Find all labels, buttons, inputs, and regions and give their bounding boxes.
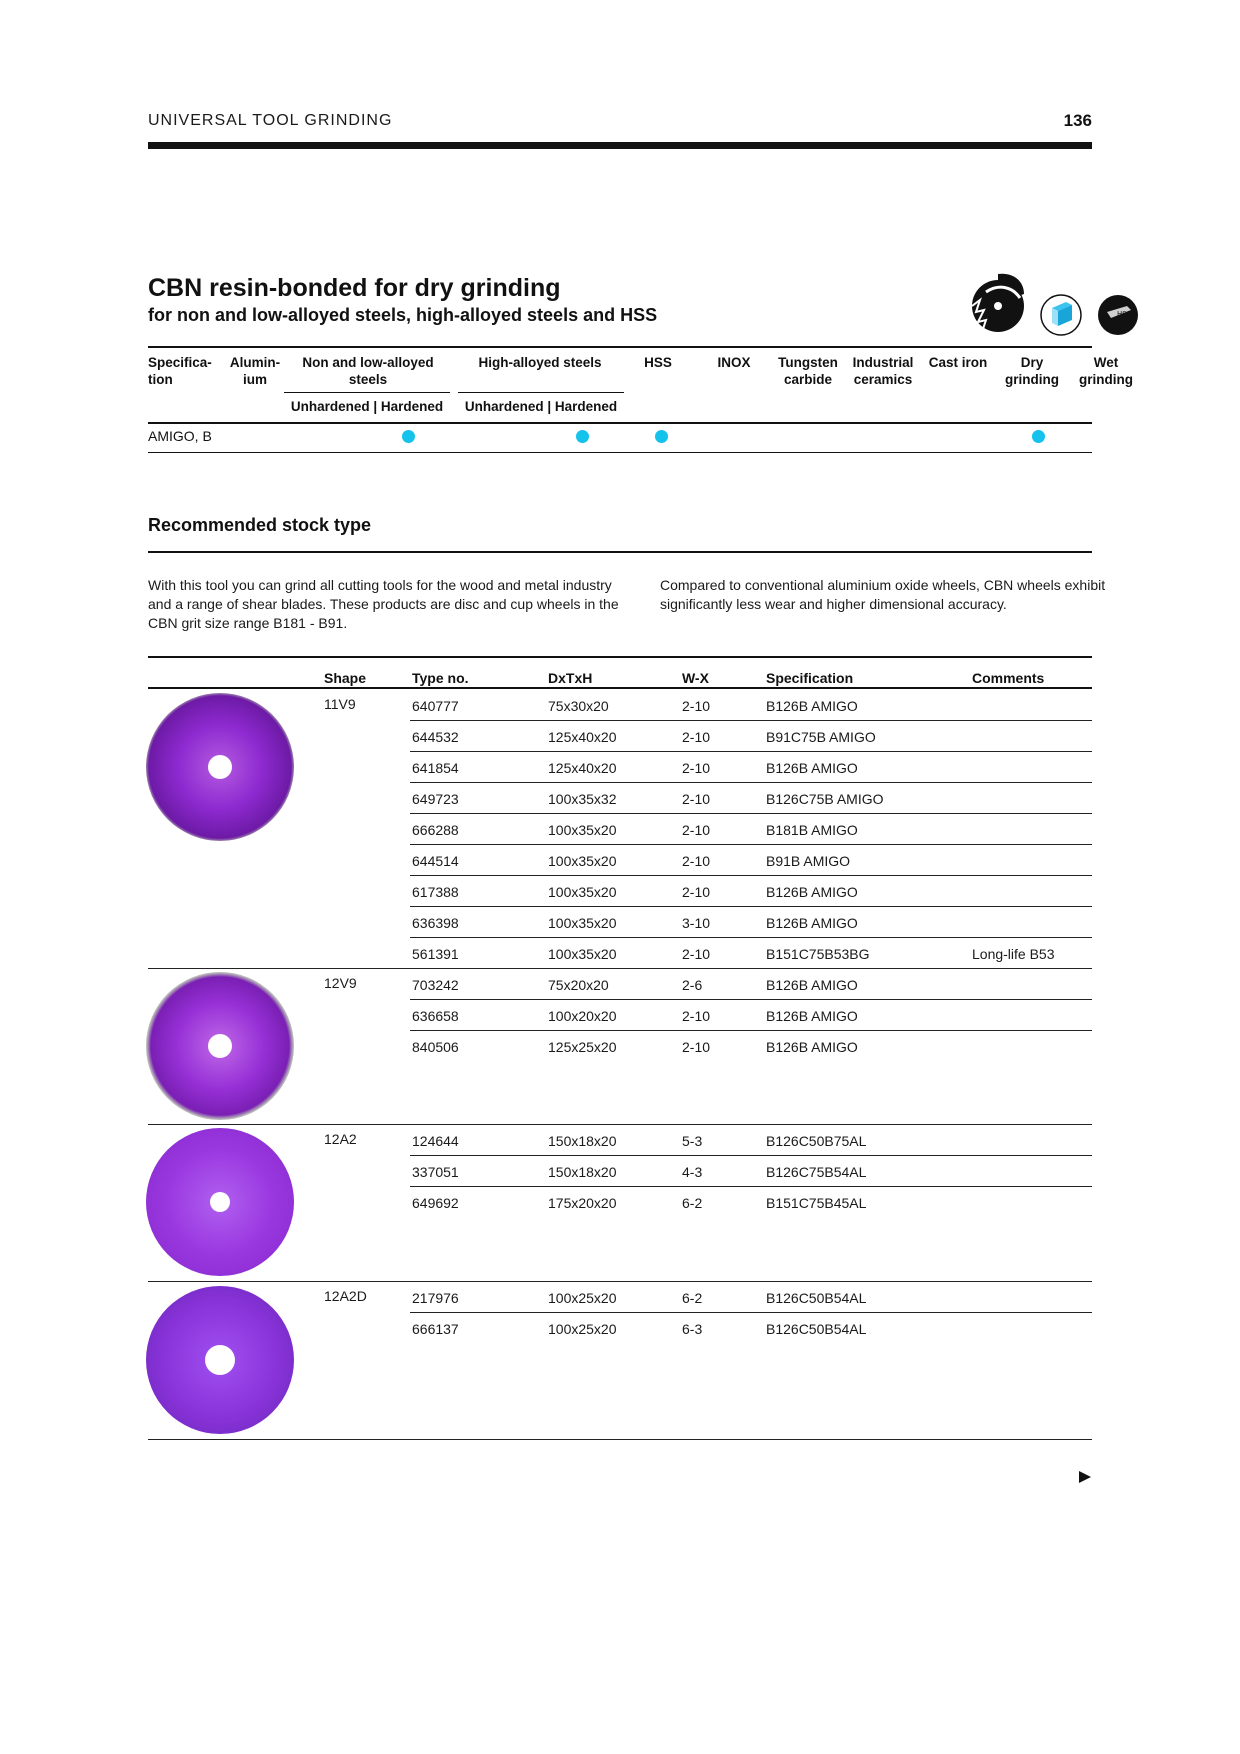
cell-dxtxh: 100x20x20: [548, 1008, 617, 1024]
table-header-rule: [148, 422, 1092, 424]
cell-specification: B126B AMIGO: [766, 977, 858, 993]
cell-wx: 2-10: [682, 1039, 711, 1055]
stock-header-specification: Specification: [766, 670, 854, 686]
svg-text:HSS: HSS: [1117, 310, 1132, 318]
cell-type-no: 636398: [412, 915, 459, 931]
table-row: [0, 1125, 1240, 1156]
cell-dxtxh: 100x25x20: [548, 1321, 617, 1337]
cell-dxtxh: 100x35x20: [548, 853, 617, 869]
recommended-rule: [148, 551, 1092, 553]
cell-dxtxh: 150x18x20: [548, 1164, 617, 1180]
subheader-low-alloyed: Unhardened | Hardened: [290, 399, 444, 414]
stock-table-bottom-rule: [148, 1439, 1092, 1440]
table-row: [0, 969, 1240, 1000]
cell-wx: 2-10: [682, 822, 711, 838]
cell-dxtxh: 100x35x20: [548, 946, 617, 962]
cell-wx: 2-10: [682, 946, 711, 962]
next-page-arrow-icon[interactable]: [1078, 1470, 1092, 1489]
recommended-paragraph-left: With this tool you can grind all cutting tools for the wood and metal industry and a range of shear blades. These products are disc and cup wheels in the CBN grit size range B181 - B91.: [148, 577, 619, 631]
cell-specification: B126C75B AMIGO: [766, 791, 884, 807]
col-header-spec: Specifica- tion: [148, 355, 212, 387]
cell-wx: 2-10: [682, 791, 711, 807]
cell-specification: B126C50B75AL: [766, 1133, 867, 1149]
cell-specification: B126B AMIGO: [766, 760, 858, 776]
cell-wx: 6-2: [682, 1195, 703, 1211]
cell-wx: 2-6: [682, 977, 703, 993]
cell-type-no: 644532: [412, 729, 459, 745]
table-row: [0, 938, 1240, 969]
header-rule: [148, 142, 1092, 149]
cell-type-no: 617388: [412, 884, 459, 900]
cell-type-no: 644514: [412, 853, 459, 869]
col-header-tungsten: Tungsten carbide: [778, 355, 838, 387]
cell-specification: B126B AMIGO: [766, 915, 858, 931]
cell-dxtxh: 100x35x32: [548, 791, 617, 807]
cell-wx: 4-3: [682, 1164, 703, 1180]
table-row: [0, 1156, 1240, 1187]
shape-label: 12V9: [324, 975, 357, 991]
mark-low-alloyed-hardened: [402, 430, 415, 443]
cell-specification: B126B AMIGO: [766, 1039, 858, 1055]
col-header-dry: Dry grinding: [1005, 355, 1059, 387]
cell-wx: 2-10: [682, 760, 711, 776]
shape-label: 12A2D: [324, 1288, 367, 1304]
steel-beam-icon: [1040, 294, 1082, 341]
table-row: [0, 845, 1240, 876]
table-row: [0, 1282, 1240, 1313]
cell-specification: B126B AMIGO: [766, 884, 858, 900]
cell-type-no: 666288: [412, 822, 459, 838]
mark-high-alloyed-hardened: [576, 430, 589, 443]
col-header-hss: HSS: [644, 355, 672, 370]
mark-hss: [655, 430, 668, 443]
saw-blade-icon: [968, 270, 1030, 347]
col-header-inox: INOX: [717, 355, 751, 370]
page-number: 136: [1063, 111, 1092, 130]
stock-header-dxtxh: DxTxH: [548, 670, 593, 686]
cell-dxtxh: 150x18x20: [548, 1133, 617, 1149]
table-bottom-rule: [148, 452, 1092, 453]
cell-wx: 2-10: [682, 698, 711, 714]
cell-wx: 3-10: [682, 915, 711, 931]
cell-specification: B126B AMIGO: [766, 1008, 858, 1024]
cell-specification: B181B AMIGO: [766, 822, 858, 838]
shape-label: 12A2: [324, 1131, 357, 1147]
stock-header-comments: Comments: [972, 670, 1045, 686]
cell-wx: 6-3: [682, 1321, 703, 1337]
cell-dxtxh: 125x40x20: [548, 760, 617, 776]
table-top-rule: [148, 346, 1092, 348]
hss-tool-icon: [1097, 294, 1139, 341]
cell-specification: B126C50B54AL: [766, 1290, 867, 1306]
recommended-title: Recommended stock type: [148, 515, 372, 535]
subheader-rule-high: [458, 392, 624, 393]
cell-specification: B126C75B54AL: [766, 1164, 867, 1180]
cell-dxtxh: 100x25x20: [548, 1290, 617, 1306]
cell-type-no: 636658: [412, 1008, 459, 1024]
shape-label: 11V9: [324, 696, 356, 712]
table-row: [0, 690, 1240, 721]
cell-type-no: 337051: [412, 1164, 459, 1180]
table-row: [0, 814, 1240, 845]
cell-comments: Long-life B53: [972, 946, 1055, 962]
mark-dry-grinding: [1032, 430, 1045, 443]
table-row: [0, 721, 1240, 752]
col-header-high-alloyed: High-alloyed steels: [478, 355, 602, 370]
stock-header-type-no: Type no.: [412, 670, 469, 686]
cell-specification: B151C75B53BG: [766, 946, 870, 962]
cell-wx: 5-3: [682, 1133, 703, 1149]
table-row: [0, 1313, 1240, 1344]
col-header-wet: Wet grinding: [1079, 355, 1133, 387]
stock-header-wx: W-X: [682, 670, 709, 686]
cell-specification: B151C75B45AL: [766, 1195, 867, 1211]
col-header-aluminium: Alumin- ium: [229, 355, 281, 387]
cell-dxtxh: 175x20x20: [548, 1195, 617, 1211]
table-row: [0, 1031, 1240, 1062]
cell-type-no: 640777: [412, 698, 459, 714]
cell-type-no: 666137: [412, 1321, 459, 1337]
cell-type-no: 840506: [412, 1039, 459, 1055]
cell-wx: 6-2: [682, 1290, 703, 1306]
cell-dxtxh: 100x35x20: [548, 884, 617, 900]
cell-type-no: 649723: [412, 791, 459, 807]
cell-wx: 2-10: [682, 884, 711, 900]
cell-dxtxh: 100x35x20: [548, 915, 617, 931]
stock-table-top-rule: [148, 656, 1092, 658]
subheader-high-alloyed: Unhardened | Hardened: [464, 399, 618, 414]
table-row: [0, 907, 1240, 938]
col-header-low-alloyed: Non and low-alloyed steels: [302, 355, 434, 387]
table-row: [0, 1187, 1240, 1218]
cell-specification: B126C50B54AL: [766, 1321, 867, 1337]
cell-dxtxh: 125x40x20: [548, 729, 617, 745]
table-row: [0, 783, 1240, 814]
table-row: [0, 1000, 1240, 1031]
cell-wx: 2-10: [682, 853, 711, 869]
cell-dxtxh: 100x35x20: [548, 822, 617, 838]
cell-dxtxh: 75x20x20: [548, 977, 609, 993]
table-row: [0, 752, 1240, 783]
col-header-cast-iron: Cast iron: [928, 355, 988, 370]
cell-dxtxh: 125x25x20: [548, 1039, 617, 1055]
col-header-ceramics: Industrial ceramics: [852, 355, 914, 387]
cell-specification: B91C75B AMIGO: [766, 729, 876, 745]
product-subtitle: for non and low-alloyed steels, high-alloyed steels and HSS: [148, 305, 658, 325]
cell-type-no: 217976: [412, 1290, 459, 1306]
section-title: UNIVERSAL TOOL GRINDING: [148, 112, 393, 129]
cell-wx: 2-10: [682, 1008, 711, 1024]
product-title: CBN resin-bonded for dry grinding: [148, 274, 561, 302]
cell-dxtxh: 75x30x20: [548, 698, 609, 714]
cell-type-no: 561391: [412, 946, 459, 962]
cell-type-no: 641854: [412, 760, 459, 776]
cell-type-no: 649692: [412, 1195, 459, 1211]
stock-table-header-rule: [148, 687, 1092, 689]
cell-type-no: 124644: [412, 1133, 459, 1149]
recommended-paragraph-right: Compared to conventional aluminium oxide wheels, CBN wheels exhibit significantly less wear and higher dimensional accuracy.: [660, 577, 1106, 612]
cell-type-no: 703242: [412, 977, 459, 993]
stock-header-shape: Shape: [324, 670, 367, 686]
table-row: [0, 876, 1240, 907]
cell-specification: B126B AMIGO: [766, 698, 858, 714]
cell-specification: B91B AMIGO: [766, 853, 851, 869]
subheader-rule-low: [284, 392, 450, 393]
application-row-spec: AMIGO, B: [148, 428, 212, 444]
cell-wx: 2-10: [682, 729, 711, 745]
